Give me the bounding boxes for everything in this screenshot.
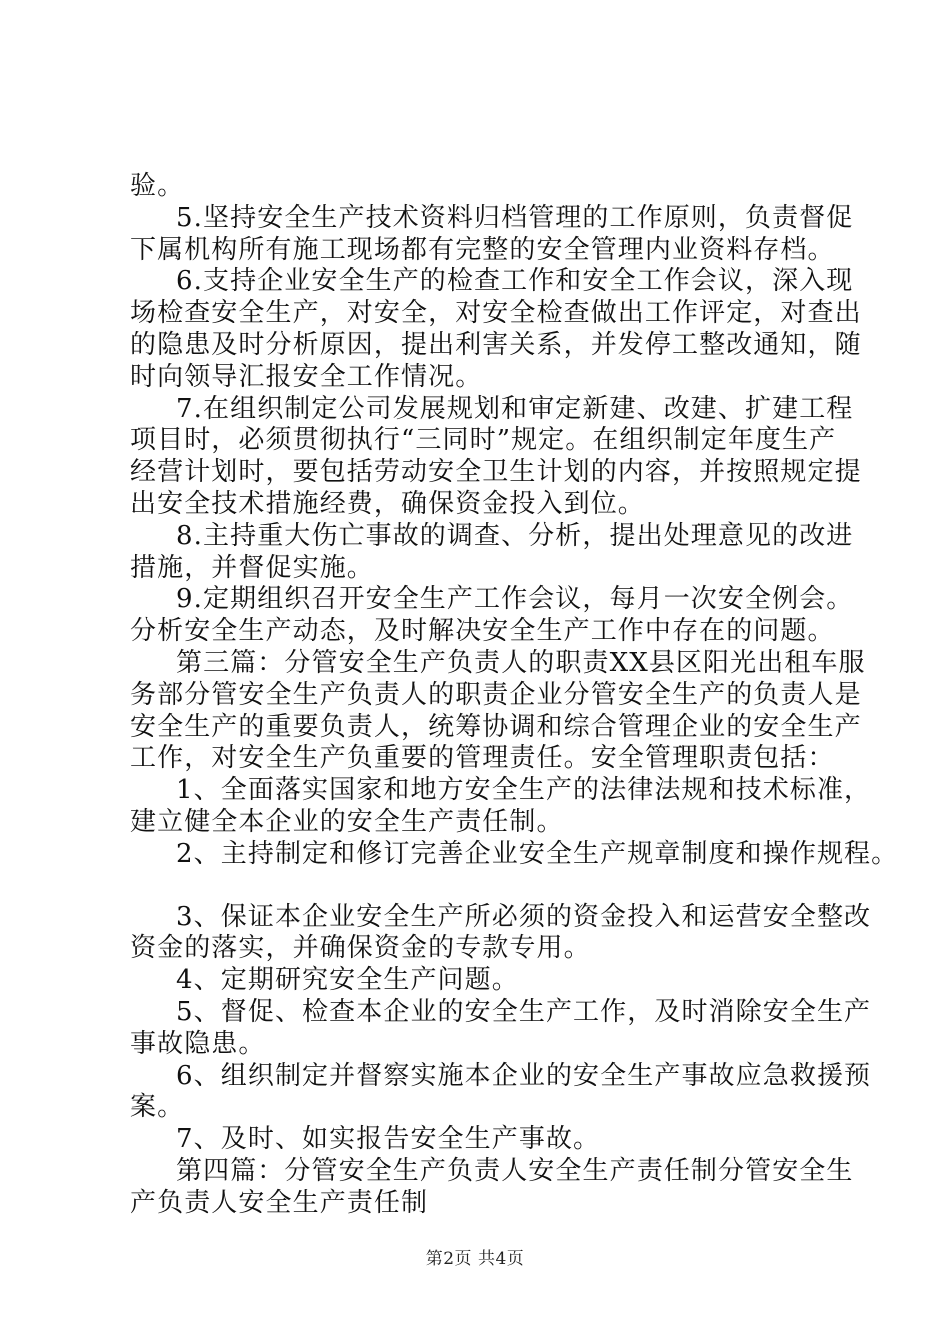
text-line: 建立健全本企业的安全生产责任制。 xyxy=(130,806,564,837)
text-line: 产负责人安全生产责任制 xyxy=(130,1187,429,1218)
document-body xyxy=(130,171,899,1220)
text-line: 验。 xyxy=(130,171,185,201)
text-line: 5.坚持安全生产技术资料归档管理的工作原则，负责督促 xyxy=(176,202,854,233)
section-heading-line: 第三篇：分管安全生产负责人的职责XX县区阳光出租车服 xyxy=(176,647,866,678)
text-line: 资金的落实，并确保资金的专款专用。 xyxy=(130,933,591,964)
text-line: 工作，对安全生产负重要的管理责任。安全管理职责包括： xyxy=(130,743,835,774)
section-heading-line: 第四篇：分管安全生产负责人安全生产责任制分管安全生 xyxy=(176,1155,854,1186)
text-line: 6、组织制定并督察实施本企业的安全生产事故应急救援预 xyxy=(176,1060,872,1091)
text-line: 7.在组织制定公司发展规划和审定新建、改建、扩建工程 xyxy=(176,393,854,424)
text-line: 事故隐患。 xyxy=(130,1028,266,1059)
text-line: 务部分管安全生产负责人的职责企业分管安全生产的负责人是 xyxy=(130,679,862,710)
text-line: 场检查安全生产，对安全，对安全检查做出工作评定，对查出 xyxy=(130,298,862,329)
text-line: 5、督促、检查本企业的安全生产工作，及时消除安全生产 xyxy=(176,996,872,1027)
text-line: 4、定期研究安全生产问题。 xyxy=(176,965,519,996)
text-line: 8.主持重大伤亡事故的调查、分析，提出处理意见的改进 xyxy=(176,520,854,551)
text-line: 出安全技术措施经费，确保资金投入到位。 xyxy=(130,488,645,519)
page-number-footer: 第2页 共4页 xyxy=(425,1249,525,1269)
text-line: 7、及时、如实报告安全生产事故。 xyxy=(176,1124,601,1155)
text-line: 2、主持制定和修订完善企业安全生产规章制度和操作规程。 xyxy=(176,838,899,869)
text-line: 时向领导汇报安全工作情况。 xyxy=(130,361,483,392)
text-line: 9.定期组织召开安全生产工作会议，每月一次安全例会。 xyxy=(176,584,854,615)
text-line: 下属机构所有施工现场都有完整的安全管理内业资料存档。 xyxy=(130,234,835,265)
text-line: 措施，并督促实施。 xyxy=(130,552,374,583)
text-line: 项目时，必须贯彻执行“三同时”规定。在组织制定年度生产 xyxy=(130,425,837,456)
text-line: 安全生产的重要负责人，统筹协调和综合管理企业的安全生产 xyxy=(130,711,862,742)
text-line: 6.支持企业安全生产的检查工作和安全工作会议，深入现 xyxy=(176,266,854,297)
text-line: 分析安全生产动态，及时解决安全生产工作中存在的问题。 xyxy=(130,616,835,647)
text-line: 的隐患及时分析原因，提出利害关系，并发停工整改通知，随 xyxy=(130,329,862,360)
text-line: 案。 xyxy=(130,1092,185,1123)
text-line: 3、保证本企业安全生产所必须的资金投入和运营安全整改 xyxy=(176,901,872,932)
blank-line xyxy=(130,871,830,902)
text-line: 1、全面落实国家和地方安全生产的法律法规和技术标准， xyxy=(176,775,872,806)
text-line: 经营计划时，要包括劳动安全卫生计划的内容，并按照规定提 xyxy=(130,457,862,488)
